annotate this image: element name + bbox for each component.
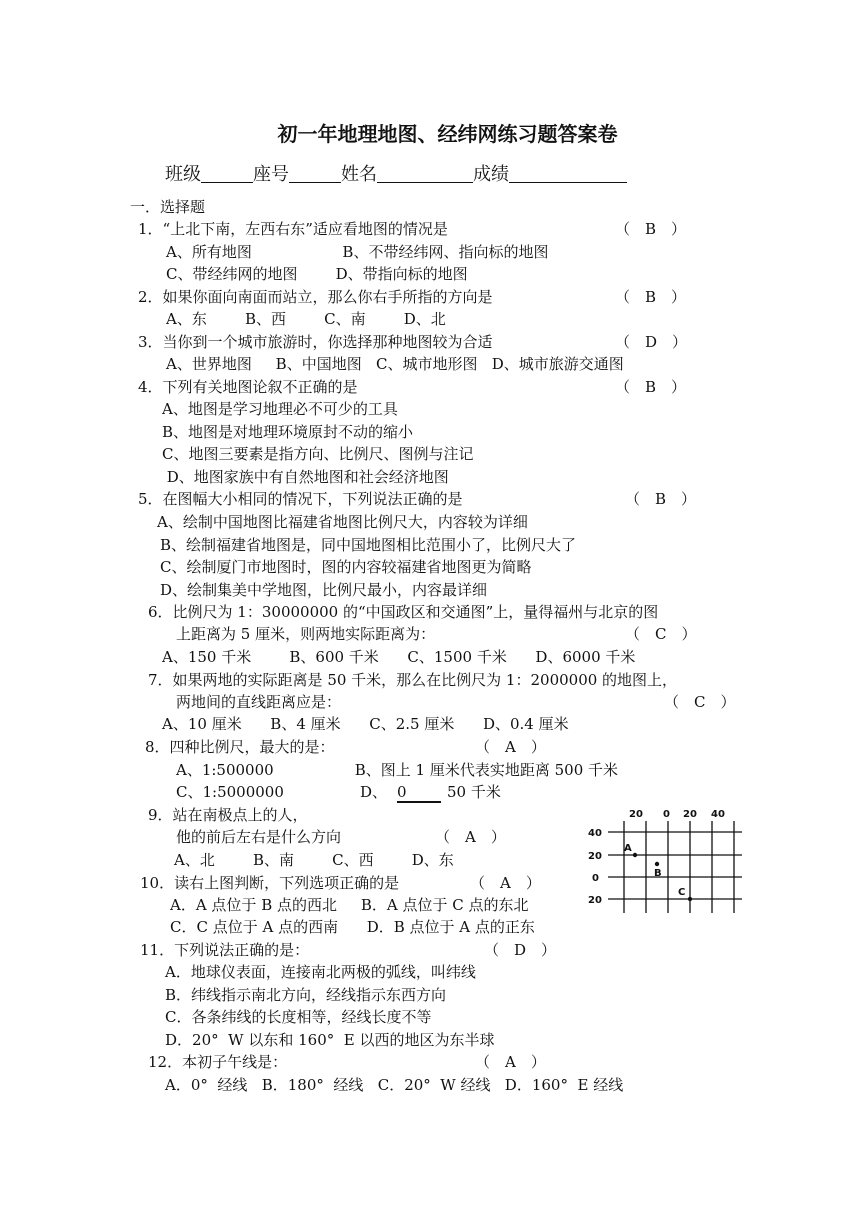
option-line: C．各条纬线的长度相等，经线长度不等 (165, 1008, 432, 1026)
option-line: D、绘制集美中学地图，比例尺最小，内容最详细 (160, 581, 488, 599)
point-c-marker (688, 897, 692, 901)
longitude-label: 20 (683, 809, 697, 820)
score-blank (509, 164, 627, 183)
class-label: 班级 (165, 164, 201, 185)
option-line: D．20° W 以东和 160° E 以西的地区为东半球 (165, 1031, 495, 1049)
scale-end-label: 50 千米 (447, 783, 501, 801)
question-stem: 3．当你到一个城市旅游时，你选择那种地图较为合适 (138, 333, 493, 351)
answer: （ A ） (470, 874, 541, 892)
point-b-label: B (654, 868, 662, 879)
point-a-label: A (624, 843, 632, 854)
answer: （ D ） (615, 333, 688, 351)
score-label: 成绩 (473, 164, 509, 185)
question-stem-continued: 两地间的直线距离应是： (176, 693, 342, 711)
option-line: A、地图是学习地理必不可少的工具 (162, 400, 398, 418)
option-line: A．A 点位于 B 点的西北 B．A 点位于 C 点的东北 (170, 896, 529, 914)
answer: （ B ） (615, 288, 687, 306)
point-b-marker (655, 862, 659, 866)
student-info-line (165, 160, 627, 186)
question-stem: 5．在图幅大小相同的情况下，下列说法正确的是 (138, 490, 463, 508)
answer: （ C ） (625, 625, 697, 643)
option-line: D、 (360, 783, 388, 801)
lat-long-grid-figure (584, 805, 749, 915)
option-line: A、绘制中国地图比福建省地图比例尺大，内容较为详细 (157, 513, 528, 531)
question-stem-continued: 他的前后左右是什么方向 (176, 828, 342, 846)
option-line: A、1:500000 B、图上 1 厘米代表实地距离 500 千米 (176, 761, 619, 779)
option-line: A．地球仪表面，连接南北两极的弧线，叫纬线 (165, 963, 476, 981)
longitude-label: 0 (663, 809, 670, 820)
option-line: A、北 B、南 C、西 D、东 (174, 851, 454, 869)
question-stem: 8．四种比例尺，最大的是： (145, 738, 335, 756)
answer: （ C ） (664, 693, 736, 711)
answer: （ B ） (615, 220, 687, 238)
question-stem: 7．如果两地的实际距离是 50 千米，那么在比例尺为 1：2000000 的地图上， (148, 671, 678, 689)
longitude-label: 20 (629, 809, 643, 820)
option-line: C、地图三要素是指方向、比例尺、图例与注记 (162, 445, 474, 463)
seat-blank (289, 164, 341, 183)
grid-lines (608, 821, 742, 913)
question-stem: 9．站在南极点上的人， (148, 806, 308, 824)
option-line: C．C 点位于 A 点的西南 D．B 点位于 A 点的正东 (170, 918, 535, 936)
question-stem: 2．如果你面向南面而站立，那么你右手所指的方向是 (138, 288, 493, 306)
class-blank (201, 164, 253, 183)
question-stem: 6．比例尺为 1：30000000 的“中国政区和交通图”上，量得福州与北京的图 (148, 603, 659, 621)
scale-bar (397, 801, 441, 803)
answer: （ A ） (475, 1053, 546, 1071)
question-stem: 4．下列有关地图论叙不正确的是 (138, 378, 358, 396)
name-blank (377, 164, 473, 183)
longitude-label: 40 (711, 809, 725, 820)
latitude-label: 40 (588, 828, 602, 839)
option-line: B、绘制福建省地图是，同中国地图相比范围小了，比例尺大了 (160, 536, 577, 554)
option-line: B、地图是对地理环境原封不动的缩小 (162, 423, 414, 441)
option-line: C、绘制厦门市地图时，图的内容较福建省地图更为简略 (160, 558, 532, 576)
answer: （ A ） (435, 828, 506, 846)
question-stem: 10．读右上图判断，下列选项正确的是 (140, 874, 400, 892)
answer: （ D ） (484, 941, 557, 959)
latitude-label: 0 (592, 873, 599, 884)
answer: （ A ） (475, 738, 546, 756)
answer: （ B ） (625, 490, 697, 508)
option-line: C、1:5000000 (176, 783, 284, 801)
latitude-label: 20 (588, 851, 602, 862)
seat-label: 座号 (253, 164, 289, 185)
latitude-label: 20 (588, 895, 602, 906)
section-heading: 一．选择题 (130, 198, 206, 216)
question-stem: 12．本初子午线是： (148, 1053, 288, 1071)
option-line: A、世界地图 B、中国地图 C、城市地形图 D、城市旅游交通图 (166, 355, 624, 373)
option-line: A、10 厘米 B、4 厘米 C、2.5 厘米 D、0.4 厘米 (162, 715, 569, 733)
option-line: D、地图家族中有自然地图和社会经济地图 (162, 468, 449, 486)
option-line: A、东 B、西 C、南 D、北 (166, 310, 446, 328)
point-a-marker (633, 853, 637, 857)
question-stem-continued: 上距离为 5 厘米，则两地实际距离为： (176, 625, 436, 643)
point-c-label: C (678, 887, 686, 898)
option-line: C、带经纬网的地图 D、带指向标的地图 (166, 265, 468, 283)
option-line: B．纬线指示南北方向，经线指示东西方向 (165, 986, 447, 1004)
scale-start-label: 0 (397, 783, 407, 801)
option-line: A、所有地图 B、不带经纬网、指向标的地图 (166, 243, 549, 261)
name-label: 姓名 (341, 164, 377, 185)
answer: （ B ） (615, 378, 687, 396)
question-stem: 11．下列说法正确的是： (140, 941, 310, 959)
question-stem: 1．“上北下南，左西右东”适应看地图的情况是 (138, 220, 448, 238)
option-line: A、150 千米 B、600 千米 C、1500 千米 D、6000 千米 (162, 648, 636, 666)
option-line: A．0° 经线 B．180° 经线 C．20° W 经线 D．160° E 经线 (165, 1076, 624, 1094)
page-title: 初一年地理地图、经纬网练习题答案卷 (277, 122, 618, 146)
